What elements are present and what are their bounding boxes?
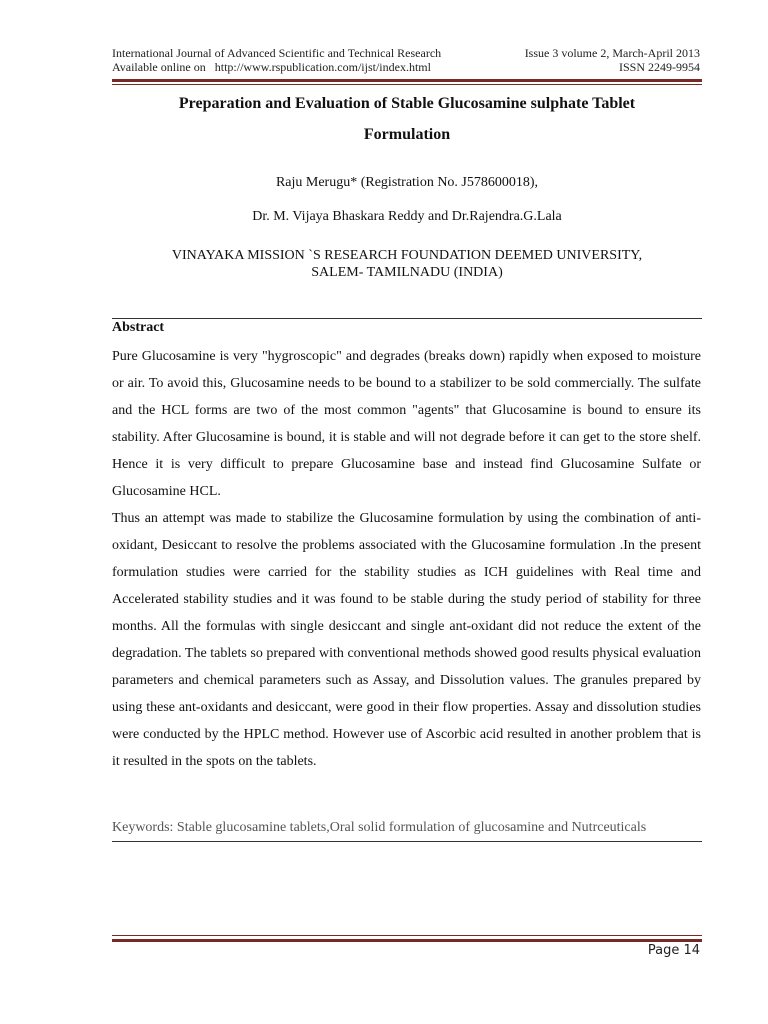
affiliation-line1: VINAYAKA MISSION `S RESEARCH FOUNDATION DEEMED UNIVERSITY, bbox=[171, 248, 643, 263]
journal-header-right bbox=[525, 46, 700, 74]
page-number: Page 14 bbox=[647, 943, 700, 958]
author: Raju Merugu* (Registration No. J578600018), bbox=[275, 175, 539, 190]
issue-info: Issue 3 volume 2, March-April 2013 bbox=[524, 46, 700, 60]
journal-url: Available online on http://www.rspublication.com/ijst/index.html bbox=[112, 60, 431, 74]
footer-rule-thin bbox=[112, 935, 702, 936]
keywords: Keywords: Stable glucosamine tablets,Oral solid formulation of glucosamine and Nutrceuticals bbox=[112, 820, 647, 835]
affiliation bbox=[112, 247, 702, 281]
keywords-rule bbox=[112, 841, 702, 842]
header-rule-thick bbox=[112, 79, 702, 82]
paper-title-line1: Preparation and Evaluation of Stable Glucosamine sulphate Tablet bbox=[178, 95, 636, 112]
journal-name: International Journal of Advanced Scientific and Technical Research bbox=[112, 46, 442, 60]
journal-header-left bbox=[112, 46, 441, 74]
abstract-body bbox=[112, 343, 701, 775]
header-rule-thin bbox=[112, 84, 702, 85]
abstract-top-rule bbox=[112, 318, 702, 319]
coauthors: Dr. M. Vijaya Bhaskara Reddy and Dr.Rajendra.G.Lala bbox=[252, 209, 562, 224]
issn: ISSN 2249-9954 bbox=[618, 60, 700, 74]
affiliation-line2: SALEM- TAMILNADU (INDIA) bbox=[311, 265, 503, 280]
abstract-paragraph-1: Pure Glucosamine is very "hygroscopic" and degrades (breaks down) rapidly when exposed to moisture or air. To avoid this, Glucosamine needs to be bound to a stabilizer to be sold commercially. The sulfate and the HCL forms are two of the most common "agents" that Glucosamine is bound to ensure its stability. After Glucosamine is bound, it is stable and will not degrade before it can get to the store shelf. Hence it is very difficult to prepare Glucosamine base and instead find Glucosamine Sulfate or Glucosamine HCL. bbox=[112, 349, 701, 499]
footer-rule-thick bbox=[112, 939, 702, 942]
paper-title-line2: Formulation bbox=[363, 126, 451, 143]
abstract-heading: Abstract bbox=[112, 320, 165, 335]
abstract-paragraph-2: Thus an attempt was made to stabilize the Glucosamine formulation by using the combination of anti-oxidant, Desiccant to resolve the problems associated with the Glucosamine formulation .In the present formulation studies were carried for the stability studies as ICH guidelines with Real time and Accelerated stability studies and it was found to be stable during the study period of stability for three months. All the formulas with single desiccant and single ant-oxidant did not reduce the extent of the degradation. The tablets so prepared with conventional methods showed good results physical evaluation parameters and chemical parameters such as Assay, and Dissolution values. The granules prepared by using these ant-oxidants and desiccant, were good in their flow properties. Assay and dissolution studies were conducted by the HPLC method. However use of Ascorbic acid resulted in another problem that is it resulted in the spots on the tablets. bbox=[112, 511, 701, 769]
